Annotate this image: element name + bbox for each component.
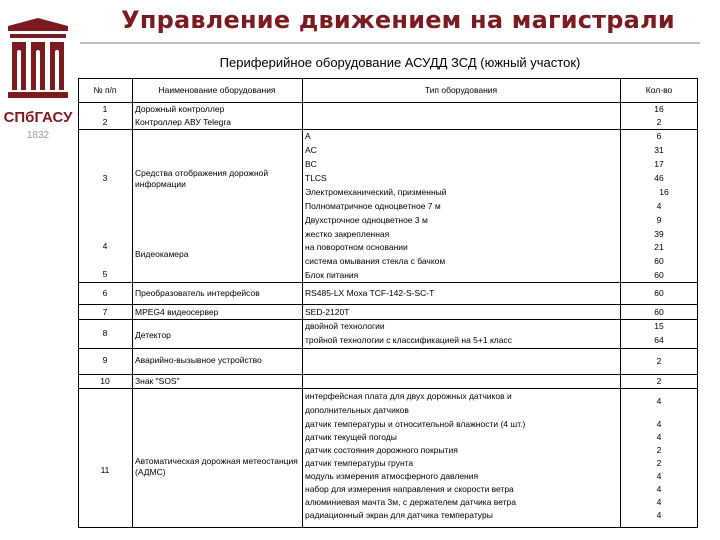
quantity: 21: [654, 242, 664, 252]
header-name: Наименование оборудования: [158, 85, 276, 95]
equipment-type: Блок питания: [305, 270, 359, 280]
table-subtitle: Периферийное оборудование АСУДД ЗСД (южный участок): [219, 55, 581, 70]
quantity: 60: [654, 307, 664, 317]
row-number: 5: [102, 269, 108, 279]
quantity: 4: [656, 497, 662, 507]
equipment-type: набор для измерения направления и скорости ветра: [305, 484, 514, 494]
header-number: № п/п: [93, 85, 117, 95]
row-number: 4: [102, 241, 108, 251]
quantity: 16: [659, 187, 669, 197]
quantity: 2: [656, 356, 662, 366]
equipment-type: Двухстрочное одноцветное 3 м: [305, 215, 428, 225]
quantity: 60: [654, 256, 664, 266]
quantity: 4: [656, 432, 662, 442]
equipment-type: BC: [305, 159, 317, 169]
quantity: 64: [654, 335, 664, 345]
equipment-name: Средства отображения дорожной информации: [135, 168, 269, 189]
quantity: 2: [656, 458, 662, 468]
quantity: 4: [656, 201, 662, 211]
row-number: 7: [102, 307, 108, 317]
logo-text: СПбГАСУ: [3, 109, 73, 126]
equipment-type: RS485-LX Moxa TCF-142-S-SC-T: [305, 288, 435, 298]
quantity: 6: [656, 131, 662, 141]
equipment-type: датчик текущей погоды: [305, 432, 397, 442]
equipment-type: Электромеханический, призменный: [305, 187, 447, 197]
quantity: 4: [656, 419, 662, 429]
quantity: 39: [654, 229, 664, 239]
row-number: 10: [100, 376, 110, 386]
quantity: 2: [656, 445, 662, 455]
quantity: 4: [656, 484, 662, 494]
quantity: 4: [656, 510, 662, 520]
equipment-type: тройной технологии с классификацией на 5+1 класс: [305, 335, 512, 345]
quantity: 2: [656, 117, 662, 127]
equipment-type: система омывания стекла с бачком: [305, 256, 446, 266]
equipment-name: Контроллер АВУ Telegra: [135, 117, 231, 127]
quantity: 2: [656, 376, 662, 386]
equipment-type: алюминиевая мачта 3м, с держателем датчика ветра: [305, 497, 516, 507]
quantity: 46: [654, 173, 664, 183]
title-underline: [80, 42, 700, 44]
equipment-type: AC: [305, 145, 317, 155]
equipment-type: Полноматричное одноцветное 7 м: [305, 201, 441, 211]
row-number: 6: [102, 288, 108, 298]
quantity: 15: [654, 321, 664, 331]
row-number: 1: [102, 104, 108, 114]
page-title: Управление движением на магистрали: [121, 6, 675, 34]
equipment-name: Аварийно-вызывное устройство: [135, 355, 262, 365]
equipment-type: датчик температуры грунта: [305, 458, 414, 468]
equipment-type: интерфейсная плата для двух дорожных датчиков и дополнительных датчиков: [305, 391, 512, 415]
equipment-type: TLCS: [305, 173, 327, 183]
equipment-type: датчик температуры и относительной влажности (4 шт.): [305, 419, 526, 429]
quantity: 60: [654, 270, 664, 280]
equipment-name: Видеокамера: [135, 249, 189, 259]
university-logo: [2, 16, 74, 146]
equipment-type: на поворотном основании: [305, 242, 408, 252]
equipment-name: Преобразователь интерфейсов: [135, 288, 260, 298]
quantity: 9: [656, 215, 662, 225]
equipment-table: [78, 78, 698, 528]
quantity: 16: [654, 104, 664, 114]
equipment-type: радиационный экран для датчика температуры: [305, 510, 493, 520]
row-number: 2: [102, 117, 108, 127]
equipment-type: двойной технологии: [305, 321, 385, 331]
logo-year: 1832: [26, 130, 50, 141]
row-number: 9: [102, 355, 108, 365]
row-number: 11: [100, 465, 110, 475]
equipment-name: Знак "SOS": [135, 376, 180, 386]
equipment-type: датчик состояния дорожного покрытия: [305, 445, 458, 455]
equipment-name: Детектор: [135, 330, 171, 340]
row-number: 3: [102, 173, 108, 183]
quantity: 4: [656, 396, 662, 406]
header-qty: Кол-во: [645, 85, 673, 95]
equipment-name: Автоматическая дорожная метеостанция (АДМС): [135, 456, 298, 477]
equipment-type: жестко закрепленная: [305, 229, 390, 239]
equipment-type: SED-2120T: [305, 307, 350, 317]
quantity: 17: [654, 159, 664, 169]
equipment-type: A: [305, 131, 311, 141]
equipment-name: MPEG4 видеосервер: [135, 307, 219, 317]
quantity: 31: [654, 145, 664, 155]
equipment-type: модуль измерения атмосферного давления: [305, 471, 479, 481]
header-type: Тип оборудования: [424, 85, 498, 95]
quantity: 60: [654, 288, 664, 298]
row-number: 8: [102, 328, 108, 338]
equipment-name: Дорожный контроллер: [135, 104, 225, 114]
quantity: 4: [656, 471, 662, 481]
